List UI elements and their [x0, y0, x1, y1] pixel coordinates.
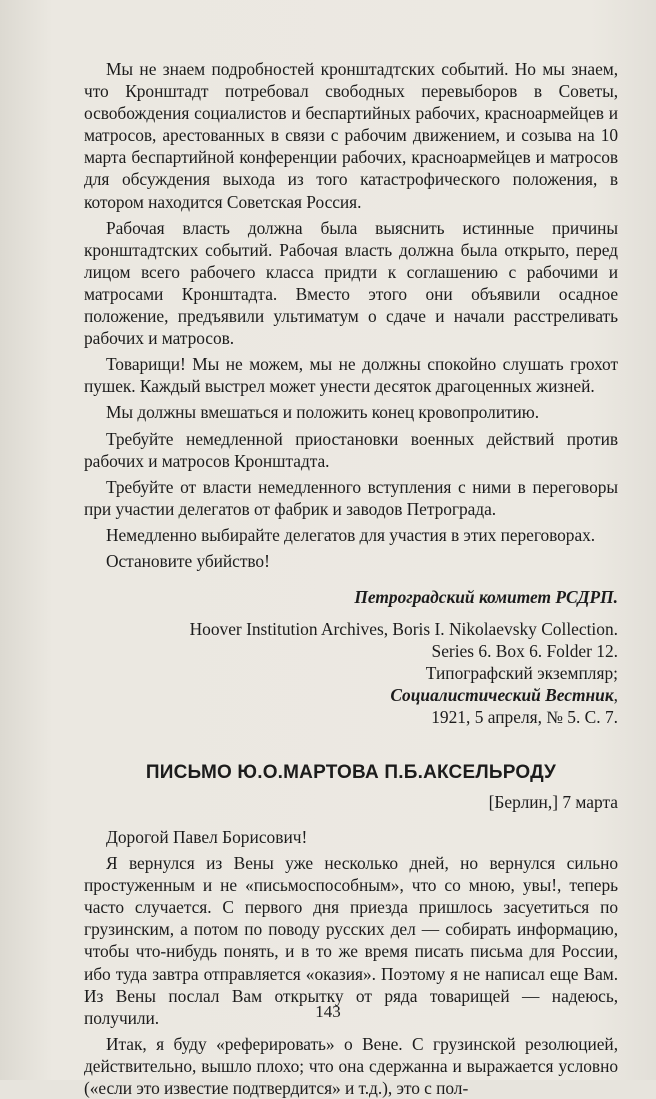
paragraph-4: Мы должны вмешаться и положить конец кровопролитию. [106, 402, 540, 423]
source-line-3: Типографский экземпляр; [425, 663, 618, 684]
source-line-4 [84, 684, 618, 706]
letter-title: ПИСЬМО Ю.О.МАРТОВА П.Б.АКСЕЛЬРОДУ [145, 762, 557, 784]
paragraph-6: Требуйте от власти немедленного вступления с ними в переговоры при участии делегатов от фабрик и заводов Петрограда. [84, 476, 618, 519]
paragraph-1: Мы не знаем подробностей кронштадтских событий. Но мы знаем, что Кронштадт потребовал свободных перевыборов в Советы, освобождения социалистов и беспартийных рабочих, красноармейцев и матросов, арестованных в связи с рабочим движением, и созыва на 10 марта беспартийной конференции рабочих, красноармейцев и матросов для обсуждения выхода из того катастрофического положения, в котором находится Советская Россия. [84, 59, 618, 212]
paragraph-7: Немедленно выбирайте делегатов для участия в этих переговорах. [106, 524, 596, 545]
paragraph-8: Остановите убийство! [106, 550, 270, 571]
letter-date: [Берлин,] 7 марта [488, 792, 618, 813]
source-citation [84, 618, 618, 728]
page-number: 143 [315, 1002, 341, 1021]
letter-greeting: Дорогой Павел Борисович! [106, 827, 308, 848]
source-line-5: 1921, 5 апреля, № 5. С. 7. [431, 707, 618, 728]
text-column [84, 58, 618, 1099]
paragraph-5: Требуйте немедленной приостановки военных действий против рабочих и матросов Кронштадта. [84, 428, 618, 471]
letter-paragraph-1: Я вернулся из Вены уже несколько дней, но вернулся сильно простуженным и не «письмоспособным», что со мною, увы!, теперь часто случается. С первого дня приезда пришлось засуетиться по грузинским, а потом по поводу русских дел — собирать информацию, чтобы что-нибудь понять, и в то же время писать письма для России, ибо туда завтра отправляется «оказия». Поэтому я не написал еще Вам. Из Вены послал Вам открытку от ряда товарищей — надеюсь, получили. [84, 853, 618, 1028]
letter-paragraph-2: Итак, я буду «реферировать» о Вене. С грузинской резолюцией, действительно, вышло плохо; что она сдержанна и выражается условно («если это известие подтвердится» и т.д.), это с пол- [84, 1033, 618, 1098]
source-line-2: Series 6. Box 6. Folder 12. [431, 641, 618, 662]
paragraph-2: Рабочая власть должна была выяснить истинные причины кронштадтских событий. Рабочая власть должна была открыто, перед лицом всего рабочего класса придти к соглашению с рабочими и матросами Кронштадта. Вместо этого они объявили осадное положение, предъявили ультиматум о сдаче и начали расстреливать рабочих и матросов. [84, 217, 618, 349]
signature: Петроградский комитет РСДРП. [354, 587, 618, 608]
journal-title: Социалистический Вестник [390, 685, 614, 706]
journal-comma: , [613, 685, 618, 706]
source-line-1: Hoover Institution Archives, Boris I. Nikolaevsky Collection. [189, 619, 618, 640]
paragraph-3: Товарищи! Мы не можем, мы не должны спокойно слушать грохот пушек. Каждый выстрел может унести десяток драгоценных жизней. [84, 354, 618, 397]
